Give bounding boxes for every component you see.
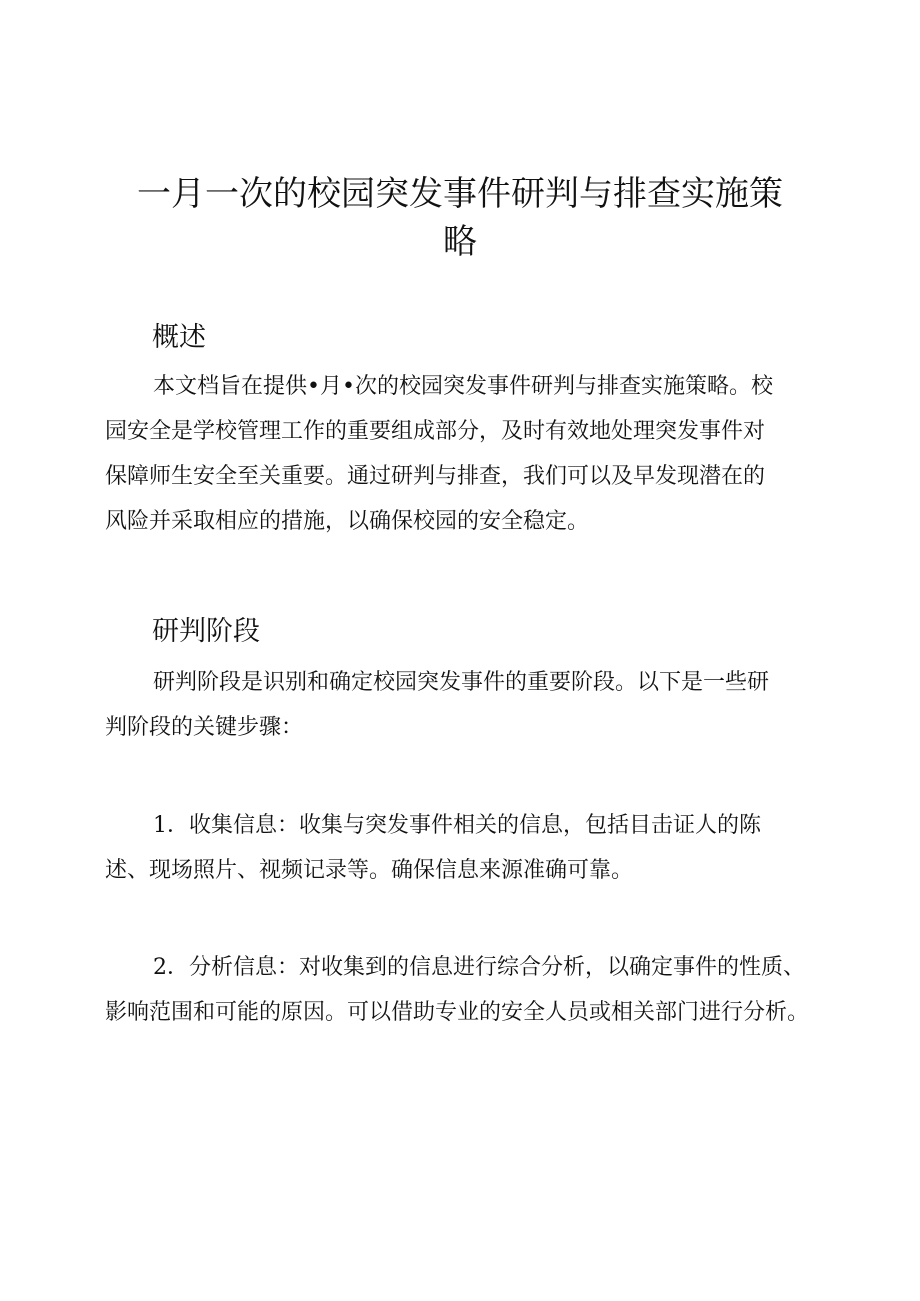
document-title-line-2: 略 [443,222,477,262]
step-item-2 [105,945,809,1035]
list-item-line: 1．收集信息：收集与突发事件相关的信息，包括目击证人的陈 [153,813,761,838]
paragraph-line: 园安全是学校管理工作的重要组成部分，及时有效地处理突发事件对 [105,419,766,444]
paragraph-line: 研判阶段是识别和确定校园突发事件的重要阶段。以下是一些研 [153,670,770,695]
list-item-line: 2．分析信息：对收集到的信息进行综合分析，以确定事件的性质、 [153,955,805,980]
paragraph-line: 风险并采取相应的措施，以确保校园的安全稳定。 [105,509,590,534]
paragraph-line: 保障师生安全至关重要。通过研判与排查，我们可以及早发现潜在的 [105,464,766,489]
paragraph-line: 本文档旨在提供•月•次的校园突发事件研判与排查实施策略。校 [153,374,773,399]
document-title-line-1: 一月一次的校园突发事件研判与排查实施策 [137,174,783,214]
section-heading-overview: 概述 [152,322,206,353]
assessment-paragraph [105,660,769,750]
document-title [110,170,810,266]
section-heading-assessment: 研判阶段 [152,616,260,647]
paragraph-line: 判阶段的关键步骤： [105,715,304,740]
list-item-line: 影响范围和可能的原因。可以借助专业的安全人员或相关部门进行分析。 [105,1000,810,1025]
step-item-1 [105,803,761,893]
overview-paragraph [105,364,773,544]
list-item-line: 述、现场照片、视频记录等。确保信息来源准确可靠。 [105,858,634,883]
